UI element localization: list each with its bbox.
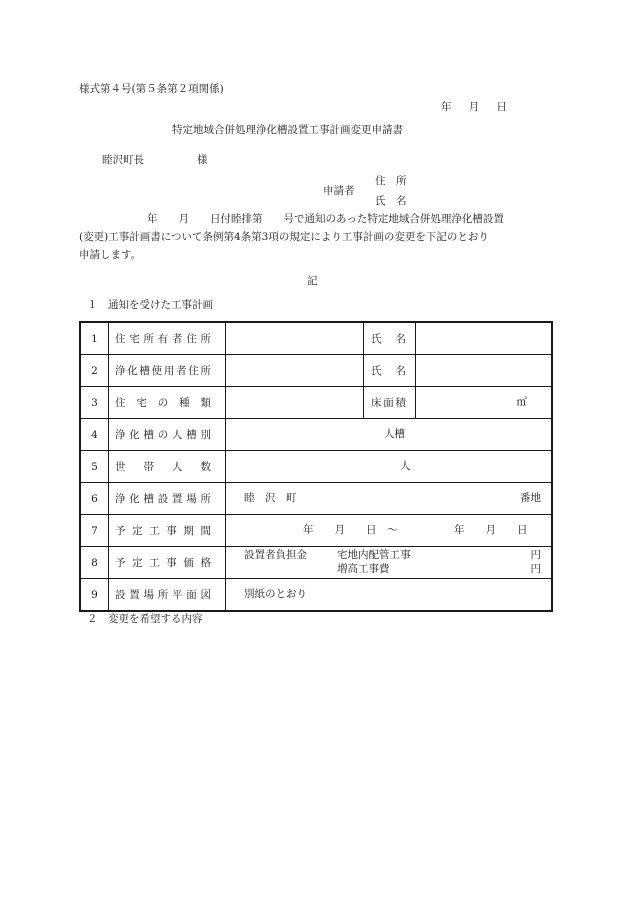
row-label: 予定工事価格	[109, 547, 226, 579]
row-label: 住宅の種類	[109, 387, 226, 419]
form-number: 様式第４号(第５条第２項関係)	[79, 83, 224, 95]
owner-name-value[interactable]	[416, 322, 553, 355]
body-line-1: 年 月 日付睦排第 号で通知のあった特定地域合併処理浄化槽設置	[147, 213, 504, 225]
table-row	[80, 547, 552, 579]
table-row	[80, 387, 552, 419]
user-address-value[interactable]	[226, 355, 364, 387]
sub-label: 氏名	[364, 322, 416, 355]
row-number: 7	[80, 515, 109, 547]
addressee: 睦沢町長	[102, 154, 144, 166]
section-1-heading: １ 通知を受けた工事計画	[87, 299, 213, 311]
owner-address-value[interactable]	[226, 322, 364, 355]
ki-label: 記	[307, 275, 318, 287]
table-row	[80, 483, 552, 515]
address-label: 住 所	[375, 175, 407, 187]
table-row	[80, 515, 552, 547]
construction-period-value[interactable]: 年 月 日 ～ 年 月 日	[226, 515, 553, 547]
row-number: 4	[80, 419, 109, 451]
row-label: 設置場所平面図	[109, 579, 226, 612]
row-number: 2	[80, 355, 109, 387]
section-2-heading: ２ 変更を希望する内容	[87, 613, 203, 625]
household-count-value[interactable]: 人	[226, 451, 553, 483]
construction-plan-table	[79, 321, 553, 612]
row-number: 6	[80, 483, 109, 515]
sub-label: 床面積	[364, 387, 416, 419]
construction-price-value[interactable]: 設置者負担金 宅地内配管工事 増高工事費 円 円	[226, 547, 553, 579]
house-type-value[interactable]	[226, 387, 364, 419]
floor-area-value[interactable]: ㎡	[416, 387, 553, 419]
row-number: 8	[80, 547, 109, 579]
installation-location-value[interactable]: 睦 沢 町 番地	[226, 483, 553, 515]
row-number: 9	[80, 579, 109, 612]
row-label: 浄化槽設置場所	[109, 483, 226, 515]
table-row	[80, 579, 552, 612]
date-line: 年 月 日	[441, 101, 507, 113]
sub-label: 氏名	[364, 355, 416, 387]
honorific: 様	[197, 154, 208, 166]
row-label: 浄化槽使用者住所	[109, 355, 226, 387]
applicant-label: 申請者	[323, 185, 355, 197]
body-line-3: 申請します。	[79, 249, 142, 261]
row-label: 住宅所有者住所	[109, 322, 226, 355]
table-row	[80, 355, 552, 387]
tank-capacity-value[interactable]: 人槽	[226, 419, 553, 451]
row-label: 予定工事期間	[109, 515, 226, 547]
site-plan-value[interactable]: 別紙のとおり	[226, 579, 553, 612]
document-title: 特定地域合併処理浄化槽設置工事計画変更申請書	[172, 124, 403, 136]
table-row	[80, 419, 552, 451]
row-label: 世帯人数	[109, 451, 226, 483]
row-number: 1	[80, 322, 109, 355]
table-row	[80, 322, 552, 355]
row-number: 3	[80, 387, 109, 419]
user-name-value[interactable]	[416, 355, 553, 387]
body-line-2: (変更)工事計画書について条例第4条第3項の規定により工事計画の変更を下記のとおり	[79, 231, 489, 243]
row-number: 5	[80, 451, 109, 483]
table-row	[80, 451, 552, 483]
row-label: 浄化槽の人槽別	[109, 419, 226, 451]
name-label: 氏 名	[375, 195, 407, 207]
